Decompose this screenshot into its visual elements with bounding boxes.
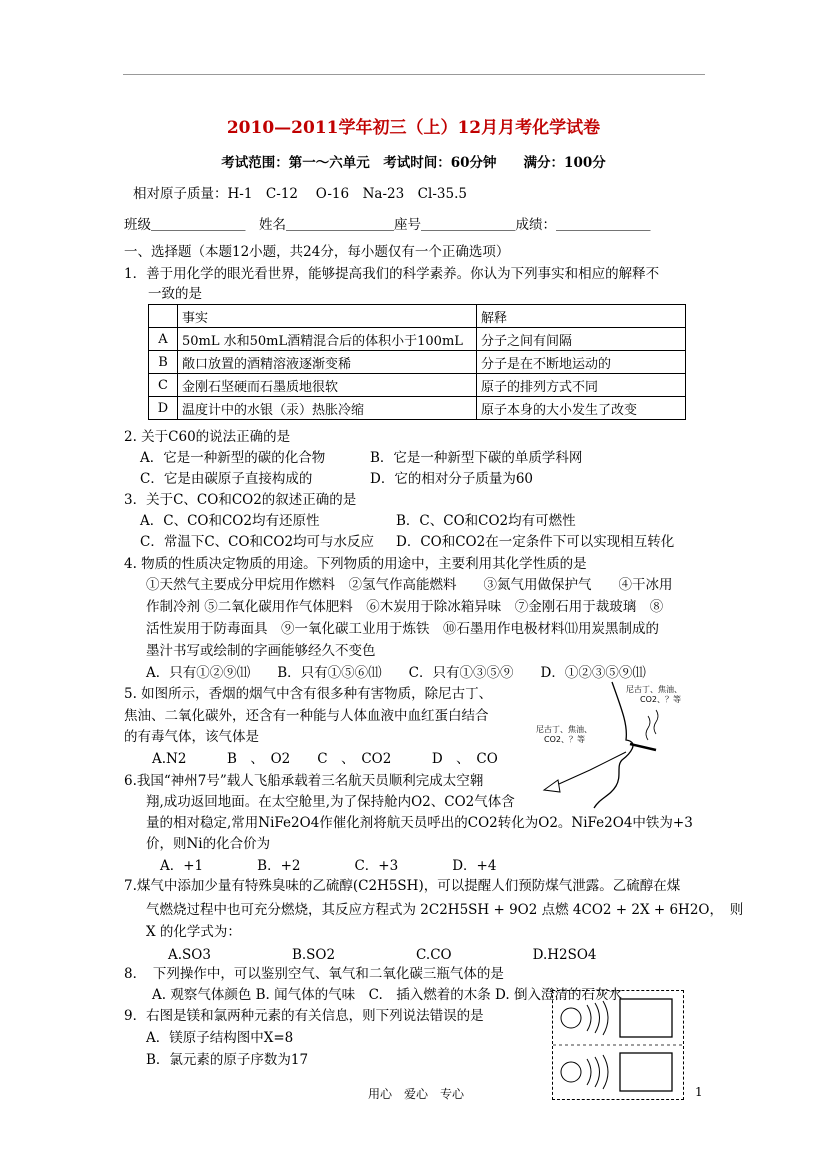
table-cell-key: C: [149, 374, 178, 397]
q8-options: A. 观察气体颜色 B. 闻气体的气味 C. 插入燃着的木条 D. 倒入澄清的石灰水: [152, 987, 622, 1003]
q3-option-b: B．C、CO和CO2均有可燃性: [396, 513, 576, 529]
q9-option-b: B．氯元素的原子序数为17: [146, 1052, 309, 1068]
table-cell-explain: 原子的排列方式不同: [477, 374, 686, 397]
table-header-cell: [149, 305, 178, 328]
smoking-figure: [530, 680, 700, 810]
q5-stem-line1: 5. 如图所示，香烟的烟气中含有很多种有害物质，除尼古丁、: [124, 686, 493, 702]
q4-stem-line2: ①天然气主要成分甲烷用作燃料 ②氢气作高能燃料 ③氮气用做保护气 ④干冰用: [146, 577, 673, 593]
atom-structure-diagram: [553, 991, 683, 1099]
fig-label: 尼古丁、焦油、: [626, 685, 682, 694]
table-row: [149, 374, 686, 397]
page-number: 1: [695, 1085, 703, 1099]
student-info-line: 班级＿＿＿＿＿＿＿ 姓名＿＿＿＿＿＿＿＿座号＿＿＿＿＿＿＿成绩：＿＿＿＿＿＿＿: [124, 217, 651, 233]
q3-stem: 3．关于C、CO和CO2的叙述正确的是: [124, 492, 357, 508]
q7-options: A.SO3 B.SO2 C.CO D.H2SO4: [168, 947, 597, 963]
table-cell-explain: 分子之间有间隔: [477, 328, 686, 351]
q6-stem-line3: 量的相对稳定,常用NiFe2O4作催化剂将航天员呼出的CO2转化为O2。NiFe2O4中铁为+3: [146, 815, 693, 831]
q2-option-c: C．它是由碳原子直接构成的: [140, 471, 313, 487]
q7-stem-line3: X 的化学式为：: [146, 924, 241, 940]
fig-label: CO2、？等: [640, 695, 681, 704]
q4-stem-line3: 作制冷剂 ⑤二氧化碳用作气体肥料 ⑥木炭用于除冰箱异味 ⑦金刚石用于裁玻璃 ⑧: [146, 599, 664, 615]
q2-stem: 2. 关于C60的说法正确的是: [124, 429, 291, 445]
q3-option-d: D．CO和CO2在一定条件下可以实现相互转化: [396, 534, 675, 550]
header-rule: [123, 74, 705, 75]
q5-stem-line3: 的有毒气体，该气体是: [124, 729, 259, 745]
table-cell-explain: 分子是在不断地运动的: [477, 351, 686, 374]
q6-stem-line1: 6.我国“神州7号”载人飞船承载着三名航天员顺利完成太空翱: [124, 773, 484, 789]
smoking-illustration: [530, 680, 700, 810]
fig-label: 尼古丁、焦油、: [536, 725, 592, 734]
q1-stem-line1: 1．善于用化学的眼光看世界，能够提高我们的科学素养。你认为下列事实和相应的解释不: [124, 266, 660, 282]
table-row: [149, 351, 686, 374]
table-cell-key: B: [149, 351, 178, 374]
q6-options: A．+1 B．+2 C．+3 D．+4: [160, 858, 497, 874]
q3-option-a: A．C、CO和CO2均有还原性: [140, 513, 320, 529]
q9-option-a: A．镁原子结构图中X=8: [146, 1030, 294, 1046]
q4-stem-line4: 活性炭用于防毒面具 ⑨一氧化碳工业用于炼铁 ⑩石墨用作电极材料⑾用炭黑制成的: [146, 621, 659, 637]
table-cell-key: D: [149, 397, 178, 420]
q7-stem-line1: 7.煤气中添加少量有特殊臭味的乙硫醇(C2H5SH)，可以提醒人们预防煤气泄露。乙硫醇在煤: [124, 878, 681, 894]
q9-stem: 9．右图是镁和氯两种元素的有关信息，则下列说法错误的是: [124, 1008, 484, 1024]
q4-options: A．只有①②⑨⑾ B．只有①⑤⑥⑾ C．只有①③⑤⑨ D．①②③⑤⑨⑾: [146, 665, 646, 681]
q5-stem-line2: 焦油、二氧化碳外，还含有一种能与人体血液中血红蛋白结合: [124, 708, 489, 724]
atomic-masses: 相对原子质量：H-1 C-12 O-16 Na-23 Cl-35.5: [133, 186, 467, 202]
q1-table: [148, 304, 686, 420]
q2-option-a: A．它是一种新型的碳的化合物: [140, 450, 326, 466]
table-row: [149, 328, 686, 351]
q8-stem: 8． 下列操作中，可以鉴别空气、氧气和二氧化碳三瓶气体的是: [124, 966, 504, 982]
section-heading: 一、选择题（本题12小题，共24分，每小题仅有一个正确选项）: [124, 244, 510, 260]
q2-option-d: D．它的相对分子质量为60: [370, 471, 534, 487]
table-header-cell: 事实: [178, 305, 477, 328]
table-cell-fact: 50mL 水和50mL酒精混合后的体积小于100mL: [178, 328, 477, 351]
q5-options: A.N2 B 、 O2 C 、 CO2 D 、 CO: [152, 751, 498, 767]
table-cell-explain: 原子本身的大小发生了改变: [477, 397, 686, 420]
q6-stem-line4: 价，则Ni的化合价为: [146, 836, 271, 852]
q3-option-c: C．常温下C、CO和CO2均可与水反应: [140, 534, 375, 550]
q4-stem-line5: 墨汁书写或绘制的字画能够经久不变色: [146, 643, 376, 659]
table-header-row: [149, 305, 686, 328]
table-cell-fact: 敞口放置的酒精溶液逐渐变稀: [178, 351, 477, 374]
table-header-cell: 解释: [477, 305, 686, 328]
q4-stem-line1: 4. 物质的性质决定物质的用途。下列物质的用途中，主要利用其化学性质的是: [124, 556, 587, 572]
q6-stem-line2: 翔,成功返回地面。在太空舱里,为了保持舱内O2、CO2气体含: [146, 794, 515, 810]
table-cell-fact: 温度计中的水银（汞）热胀冷缩: [178, 397, 477, 420]
q1-stem-line2: 一致的是: [148, 286, 202, 302]
table-cell-fact: 金刚石坚硬而石墨质地很软: [178, 374, 477, 397]
exam-subtitle: 考试范围：第一～六单元 考试时间：60分钟 满分：100分: [221, 155, 606, 171]
q7-stem-line2: 气燃烧过程中也可充分燃烧，其反应方程式为 2C2H5SH + 9O2 点燃 4CO2 + 2X + 6H2O， 则: [146, 902, 744, 918]
table-row: [149, 397, 686, 420]
element-info-figure: [552, 990, 684, 1100]
fig-label: CO2、？等: [544, 735, 585, 744]
q2-option-b: B．它是一种新型下碳的单质学科网: [370, 450, 583, 466]
footer-motto: 用心 爱心 专心: [368, 1087, 465, 1101]
exam-title: 2010—2011学年初三（上）12月月考化学试卷: [226, 118, 601, 138]
table-cell-key: A: [149, 328, 178, 351]
